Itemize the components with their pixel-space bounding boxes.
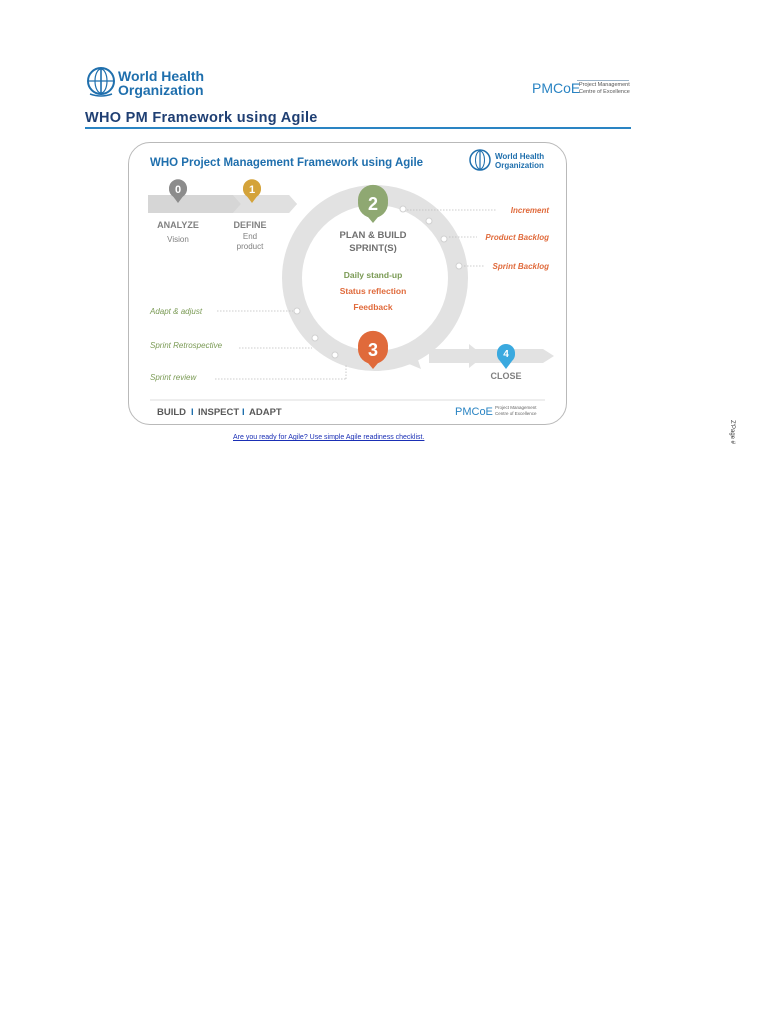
footer-build: BUILD [157,407,187,418]
label-sprint-retrospective: Sprint Retrospective [150,341,223,350]
who-organization-name [118,69,204,97]
phase-arrow-analyze [148,195,241,213]
diagram-pmcoe-label: PMCoE [455,406,493,418]
label-sprint-review: Sprint review [150,373,197,382]
agile-framework-diagram [128,142,567,425]
diagram-pmcoe-sub-line2: Centre of Excellence [495,411,537,416]
org-name-line1: World Health [118,68,205,84]
page-title: WHO PM Framework using Agile [85,110,318,126]
step-2-label-line2: SPRINT(S) [349,243,397,254]
footer-sep-2: I [242,407,245,418]
pmcoe-subtitle [579,82,630,96]
diagram-org-line1: World Health [495,152,545,161]
who-logo-icon [86,64,116,103]
close-arrow-band [429,349,554,363]
label-sprint-backlog: Sprint Backlog [492,262,549,271]
label-increment: Increment [510,206,549,215]
org-name-line2: Organization [118,82,204,98]
diagram-who-logo-icon [470,150,490,170]
pmcoe-sub-line2: Centre of Excellence [579,89,630,95]
step-4-number: 4 [503,349,509,360]
pmcoe-sub-line1: Project Management [579,82,630,88]
phase-arrow-define [233,195,297,213]
step-0-label: ANALYZE [157,220,199,230]
diagram-title: WHO Project Management Framework using Agile [150,157,424,169]
step-1-number: 1 [248,184,256,196]
agile-readiness-checklist-link[interactable]: Are you ready for Agile? Use simple Agile readiness checklist. [233,434,425,441]
step-0-number: 0 [174,184,182,196]
step-4-label: CLOSE [490,371,522,381]
footer-sep-1: I [191,407,194,418]
footer-adapt: ADAPT [249,407,282,418]
step-4-marker [497,344,515,369]
step-2-label-line1: PLAN & BUILD [339,230,407,241]
step-2-number: 2 [367,194,379,214]
page-side-note: Z‘Page # [729,420,735,445]
diagram-org-line2: Organization [495,161,544,170]
center-item-standup: Daily stand-up [343,270,403,280]
pmcoe-divider [577,80,629,81]
title-underline [85,127,631,129]
step-3-number: 3 [367,340,379,360]
pmcoe-logo [532,78,630,100]
step-0-sub: Vision [167,235,189,244]
label-adapt-adjust: Adapt & adjust [150,307,203,316]
close-arrowhead [469,344,484,368]
diagram-pmcoe-sub-line1: Project Management [495,405,537,410]
step-1-sub-line2: product [236,242,264,251]
step-1-label: DEFINE [233,220,267,230]
center-item-status: Status reflection [339,286,407,296]
step-1-sub-line1: End [242,232,258,241]
step-2-marker [358,185,388,223]
label-product-backlog: Product Backlog [485,233,549,242]
footer-inspect: INSPECT [198,407,240,418]
center-item-feedback: Feedback [353,302,393,312]
pmcoe-label: PMCoE [532,80,581,96]
